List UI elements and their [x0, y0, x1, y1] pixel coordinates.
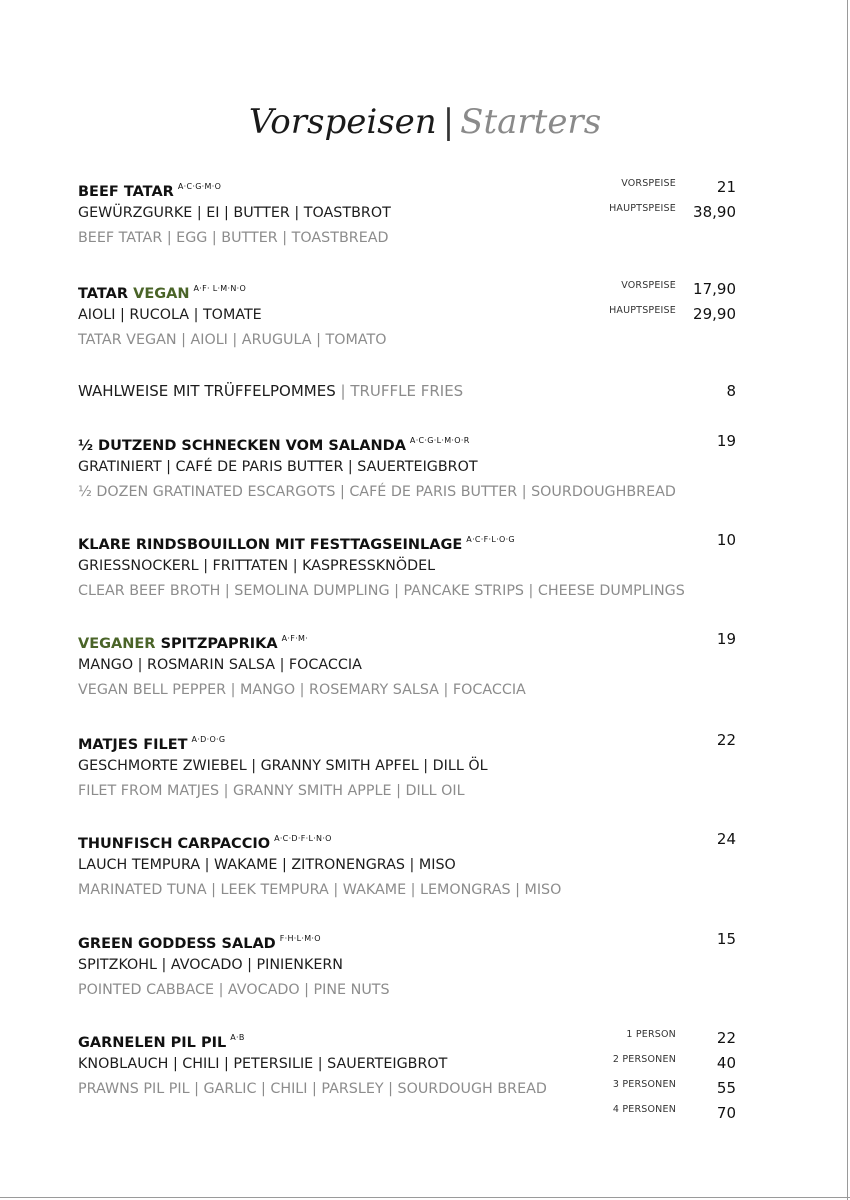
price: 40: [716, 1054, 736, 1072]
description-english: POINTED CABBACE | AVOCADO | PINE NUTS: [78, 982, 390, 998]
menu-item-matjes: [78, 727, 738, 802]
allergen-codes: A·C·G·M·O: [177, 182, 222, 191]
separator: |: [335, 382, 351, 400]
title-german: Vorspeisen: [248, 102, 437, 142]
portion-label: 2 PERSONEN: [612, 1054, 676, 1065]
price: 24: [716, 830, 736, 848]
description-english: FILET FROM MATJES | GRANNY SMITH APPLE | DILL OIL: [78, 783, 465, 799]
portion-label: HAUPTSPEISE: [609, 305, 676, 316]
page-border-right: [847, 0, 848, 1200]
item-name: MATJES FILET: [78, 737, 188, 753]
description-german: GEWÜRZGURKE | EI | BUTTER | TOASTBROT: [78, 205, 391, 221]
description-english: VEGAN BELL PEPPER | MANGO | ROSEMARY SALSA | FOCACCIA: [78, 682, 526, 698]
price: 19: [716, 432, 736, 450]
portion-label: HAUPTSPEISE: [609, 203, 676, 214]
description-english: ½ DOZEN GRATINATED ESCARGOTS | CAFÉ DE PARIS BUTTER | SOURDOUGHBREAD: [78, 484, 676, 500]
title-english: Starters: [460, 102, 602, 142]
menu-item-prawns: [78, 1025, 738, 1125]
description-german: SPITZKOHL | AVOCADO | PINIENKERN: [78, 957, 344, 973]
description-german: LAUCH TEMPURA | WAKAME | ZITRONENGRAS | MISO: [78, 857, 456, 873]
item-name: THUNFISCH CARPACCIO: [78, 836, 271, 852]
description-english: PRAWNS PIL PIL | GARLIC | CHILI | PARSLEY | SOURDOUGH BREAD: [78, 1081, 547, 1097]
price: 38,90: [693, 203, 736, 221]
price: 10: [716, 531, 736, 549]
allergen-codes: A·B: [230, 1033, 245, 1042]
item-name: TATAR: [78, 286, 129, 302]
description-german: WAHLWEISE MIT TRÜFFELPOMMES: [78, 382, 336, 400]
item-name: GREEN GODDESS SALAD: [78, 936, 276, 952]
allergen-codes: A·F· L·M·N·O: [193, 284, 247, 293]
menu-item-spitzpaprika: [78, 626, 738, 701]
page-title: [0, 96, 850, 148]
description-english: MARINATED TUNA | LEEK TEMPURA | WAKAME | LEMONGRAS | MISO: [78, 882, 562, 898]
price: 8: [726, 382, 736, 400]
item-name: BEEF TATAR: [78, 184, 174, 200]
menu-item-salad: [78, 926, 738, 1001]
description-english: TATAR VEGAN | AIOLI | ARUGULA | TOMATO: [78, 332, 387, 348]
allergen-codes: A·C·D·F·L·N·O: [274, 834, 332, 843]
item-name: GARNELEN PIL PIL: [78, 1035, 227, 1051]
allergen-codes: A·F·M·: [281, 634, 309, 643]
menu-item-beef-tatar: [78, 174, 738, 249]
description-english: CLEAR BEEF BROTH | SEMOLINA DUMPLING | PANCAKE STRIPS | CHEESE DUMPLINGS: [78, 583, 685, 599]
description-german: AIOLI | RUCOLA | TOMATE: [78, 307, 262, 323]
portion-label: VORSPEISE: [621, 280, 676, 291]
description-german: MANGO | ROSMARIN SALSA | FOCACCIA: [78, 657, 362, 673]
allergen-codes: A·C·F·L·O·G: [466, 535, 515, 544]
item-name: KLARE RINDSBOUILLON MIT FESTTAGSEINLAGE: [78, 537, 463, 553]
truffle-option: [78, 382, 463, 400]
item-name: SPITZPAPRIKA: [160, 636, 278, 652]
vegan-highlight: VEGAN: [133, 286, 190, 302]
price: 70: [716, 1104, 736, 1122]
allergen-codes: A·D·O·G: [191, 735, 226, 744]
price: 17,90: [693, 280, 736, 298]
price: 19: [716, 630, 736, 648]
item-name: ½ DUTZEND SCHNECKEN VOM SALANDA: [78, 438, 406, 454]
page-border-bottom: [0, 1197, 850, 1198]
description-german: GRIESSNOCKERL | FRITTATEN | KASPRESSKNÖDEL: [78, 558, 436, 574]
price: 22: [716, 731, 736, 749]
menu-item-tatar-vegan: [78, 276, 738, 351]
menu-item-bouillon: [78, 527, 738, 602]
price: 29,90: [693, 305, 736, 323]
allergen-codes: F·H·L·M·O: [279, 934, 321, 943]
price: 22: [716, 1029, 736, 1047]
menu-item-truffle-fries: [78, 378, 738, 403]
portion-label: 3 PERSONEN: [612, 1079, 676, 1090]
description-german: GRATINIERT | CAFÉ DE PARIS BUTTER | SAUERTEIGBROT: [78, 459, 478, 475]
description-english: TRUFFLE FRIES: [350, 382, 464, 400]
description-german: KNOBLAUCH | CHILI | PETERSILIE | SAUERTEIGBROT: [78, 1056, 448, 1072]
allergen-codes: A·C·G·L·M·O·R: [409, 436, 470, 445]
portion-label: 4 PERSONEN: [612, 1104, 676, 1115]
price: 55: [716, 1079, 736, 1097]
portion-label: VORSPEISE: [621, 178, 676, 189]
vegan-highlight: VEGANER: [78, 636, 156, 652]
menu-item-carpaccio: [78, 826, 738, 901]
portion-label: 1 PERSON: [626, 1029, 676, 1040]
price: 15: [716, 930, 736, 948]
menu-item-escargots: [78, 428, 738, 503]
price: 21: [716, 178, 736, 196]
description-english: BEEF TATAR | EGG | BUTTER | TOASTBREAD: [78, 230, 389, 246]
title-separator: |: [442, 102, 455, 142]
description-german: GESCHMORTE ZWIEBEL | GRANNY SMITH APFEL | DILL ÖL: [78, 758, 488, 774]
